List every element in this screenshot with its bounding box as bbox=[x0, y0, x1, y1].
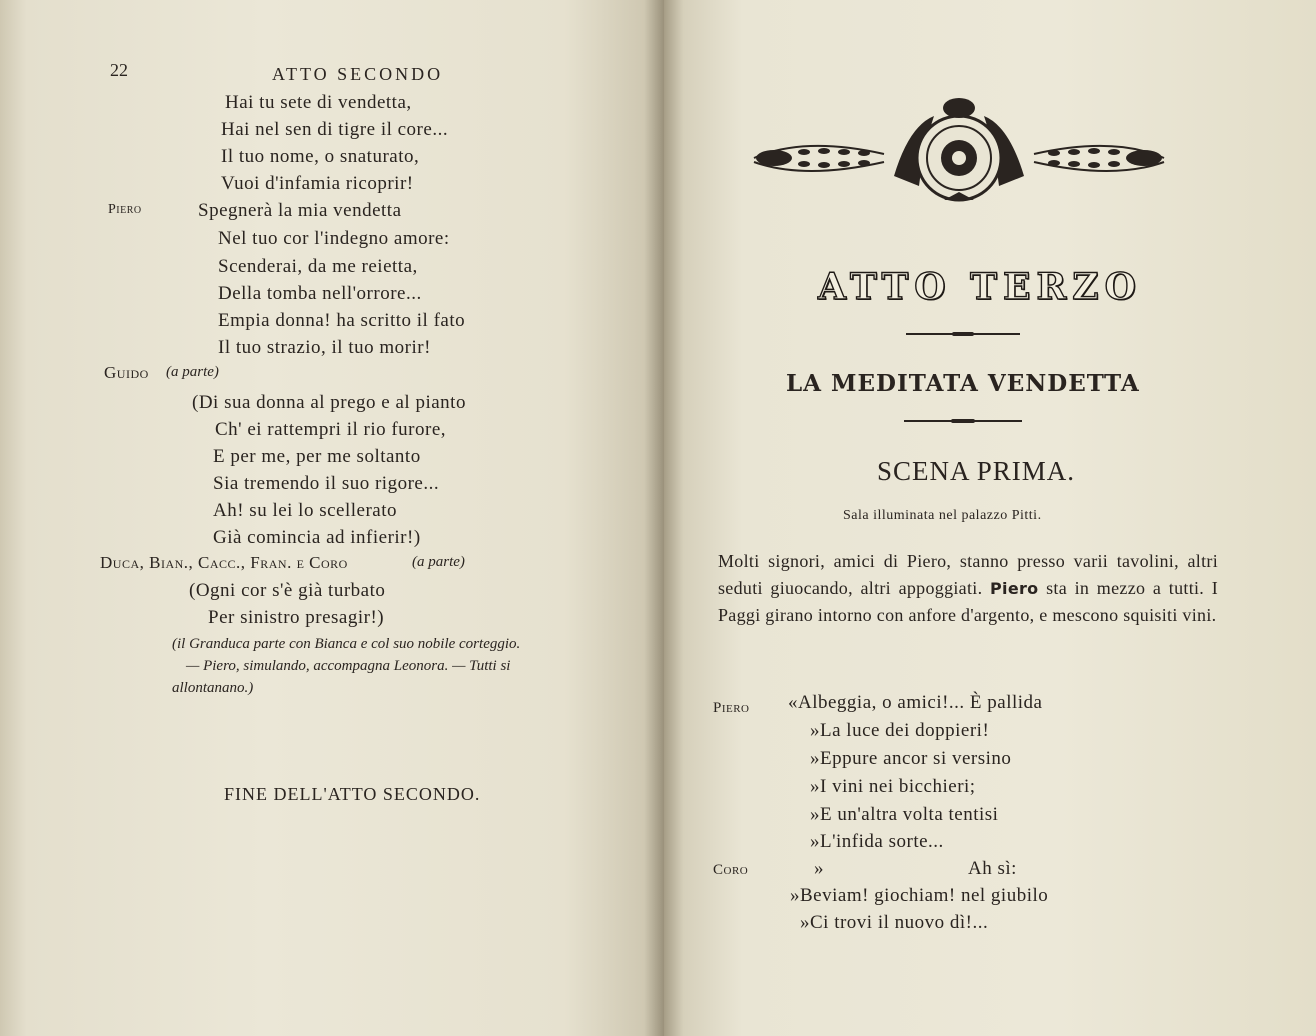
act-title: ATTO TERZO bbox=[818, 266, 1142, 308]
verse-line: »Beviam! giochiam! nel giubilo bbox=[790, 885, 1049, 906]
speaker-label: Guido bbox=[104, 363, 149, 382]
scene-title: SCENA PRIMA. bbox=[877, 456, 1076, 486]
verse-line: »Ci trovi il nuovo dì!... bbox=[800, 912, 989, 933]
verse-line: Ah sì: bbox=[968, 858, 1017, 879]
verse-line: »Eppure ancor si versino bbox=[810, 748, 1012, 769]
verse-line: E per me, per me soltanto bbox=[213, 446, 421, 467]
speaker-label: Coro bbox=[713, 862, 749, 878]
verse-line: «Albeggia, o amici!... È pallida bbox=[788, 692, 1043, 713]
end-of-act: FINE DELL'ATTO SECONDO. bbox=[224, 784, 481, 804]
verse-line: Vuoi d'infamia ricoprir! bbox=[221, 173, 414, 194]
verse-line: Ch' ei rattempri il rio furore, bbox=[215, 419, 447, 440]
aside-note: (a parte) bbox=[412, 554, 465, 570]
act-subtitle: LA MEDITATA VENDETTA bbox=[786, 370, 1140, 397]
verse-line: Scenderai, da me reietta, bbox=[218, 256, 418, 277]
verse-line: »E un'altra volta tentisi bbox=[810, 804, 999, 825]
verse-line: Nel tuo cor l'indegno amore: bbox=[218, 228, 450, 249]
stage-direction-text: sta in mezzo a tutti. I Paggi girano intorno con anfore d'argento, e mescono squisiti vini. bbox=[718, 578, 1219, 625]
speaker-label: Piero bbox=[713, 700, 750, 716]
verse-line: Il tuo nome, o snaturato, bbox=[221, 146, 420, 167]
stage-note: (il Granduca parte con Bianca e col suo nobile corteggio. bbox=[172, 636, 521, 652]
subtitle-divider bbox=[904, 420, 1022, 422]
verse-line: (Ogni cor s'è già turbato bbox=[189, 580, 386, 601]
verse-line: Hai tu sete di vendetta, bbox=[225, 92, 412, 113]
stage-note: allontanano.) bbox=[172, 680, 254, 696]
stage-direction-text: Molti signori, amici di Piero, stanno presso varii tavolini, altri seduti giuocando, altri appoggiati. bbox=[718, 551, 1218, 598]
stage-note: — Piero, simulando, accompagna Leonora. — Tutti si bbox=[186, 658, 511, 674]
verse-line: Per sinistro presagir!) bbox=[208, 607, 385, 628]
verse-line: Spegnerà la mia vendetta bbox=[198, 200, 402, 221]
aside-note: (a parte) bbox=[166, 364, 219, 380]
verse-line: »L'infida sorte... bbox=[810, 831, 944, 852]
verse-line: Della tomba nell'orrore... bbox=[218, 283, 422, 304]
verse-line: Hai nel sen di tigre il core... bbox=[221, 119, 449, 140]
verse-line: »I vini nei bicchieri; bbox=[810, 776, 976, 797]
verse-line: Il tuo strazio, il tuo morir! bbox=[218, 337, 431, 358]
decorative-vignette bbox=[744, 96, 1174, 206]
speaker-label: Piero bbox=[108, 202, 142, 217]
verse-line: Già comincia ad infierir!) bbox=[213, 527, 421, 548]
quote-mark: » bbox=[814, 858, 824, 879]
verse-line: Ah! su lei lo scellerato bbox=[213, 500, 398, 521]
character-name: Piero bbox=[990, 579, 1039, 598]
verse-line: »La luce dei doppieri! bbox=[810, 720, 990, 741]
verse-line: (Di sua donna al prego e al pianto bbox=[192, 392, 466, 413]
verse-line: Sia tremendo il suo rigore... bbox=[213, 473, 440, 494]
speaker-label: Duca, Bian., Cacc., Fran. e Coro bbox=[100, 553, 348, 572]
running-head: ATTO SECONDO bbox=[272, 64, 444, 84]
verse-line: Empia donna! ha scritto il fato bbox=[218, 310, 466, 331]
title-divider bbox=[906, 333, 1020, 335]
stage-direction bbox=[718, 548, 1218, 629]
page-number: 22 bbox=[110, 60, 128, 80]
scene-location: Sala illuminata nel palazzo Pitti. bbox=[843, 508, 1042, 523]
